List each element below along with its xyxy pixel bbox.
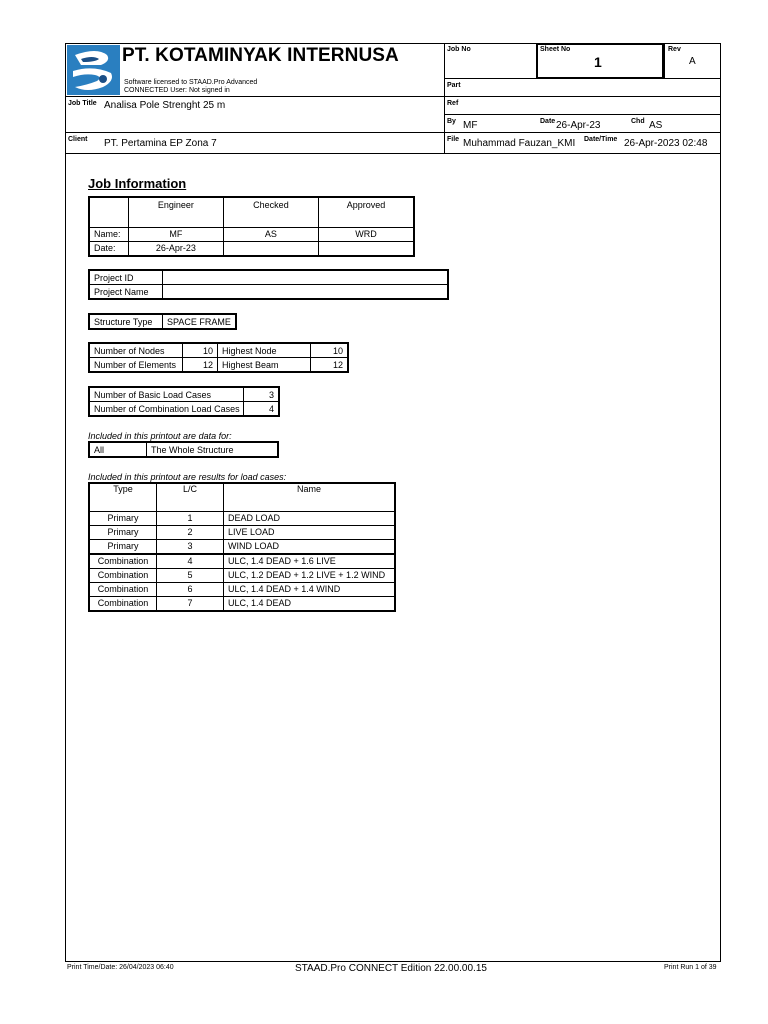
elements-value: 12 <box>183 358 218 373</box>
job-info-table <box>88 196 415 257</box>
table-row <box>89 596 395 611</box>
rev-label: Rev <box>668 46 681 53</box>
job-title-label: Job Title <box>68 100 97 107</box>
sheet-right-rule <box>664 43 665 79</box>
included-data-caption: Included in this printout are data for: <box>88 431 232 441</box>
row-name: ULC, 1.4 DEAD + 1.6 LIVE <box>224 554 396 569</box>
table-row <box>89 568 395 582</box>
header-bottom-rule <box>65 153 721 154</box>
date-label: Date <box>540 118 556 125</box>
structure-table <box>88 313 237 330</box>
chd-value: AS <box>649 120 663 131</box>
header-jobtitle-rule <box>65 96 445 97</box>
footer-print-run: Print Run 1 of 39 <box>664 964 717 971</box>
checked-date <box>223 241 318 256</box>
license-line-2: CONNECTED User: Not signed in <box>124 87 230 94</box>
row-type: Combination <box>89 596 157 611</box>
name-row-label: Name: <box>89 227 128 241</box>
datetime-label: Date/Time <box>584 136 618 143</box>
sheet-no-label: Sheet No <box>540 46 571 53</box>
row-lc: 1 <box>157 511 224 525</box>
engineer-name: MF <box>128 227 223 241</box>
row-lc: 6 <box>157 582 224 596</box>
type-header: Type <box>89 483 157 511</box>
combo-load-label: Number of Combination Load Cases <box>89 402 244 417</box>
project-name-label: Project Name <box>89 285 163 300</box>
project-name-value <box>163 285 449 300</box>
included-results-caption: Included in this printout are results for load cases: <box>88 472 287 482</box>
file-value: Muhammad Fauzan_KMI <box>463 138 576 149</box>
basic-load-value: 3 <box>244 387 280 402</box>
footer-print-time: Print Time/Date: 26/04/2023 06:40 <box>67 964 174 971</box>
row-lc: 4 <box>157 554 224 569</box>
date-row-label: Date: <box>89 241 128 256</box>
table-row <box>89 554 395 569</box>
row-name: LIVE LOAD <box>224 525 396 539</box>
highest-node-value: 10 <box>311 343 349 358</box>
row-name: DEAD LOAD <box>224 511 396 525</box>
header-ref-rule <box>444 96 721 97</box>
header-vertical-rule <box>444 43 445 153</box>
row-lc: 5 <box>157 568 224 582</box>
table-row <box>89 582 395 596</box>
client-label: Client <box>68 136 88 143</box>
by-value: MF <box>463 120 478 131</box>
ref-label: Ref <box>447 100 459 107</box>
basic-load-label: Number of Basic Load Cases <box>89 387 244 402</box>
by-label: By <box>447 118 456 125</box>
highest-node-label: Highest Node <box>218 343 311 358</box>
chd-label: Chd <box>631 118 645 125</box>
approved-date <box>318 241 414 256</box>
date-value: 26-Apr-23 <box>556 120 601 131</box>
job-title-value: Analisa Pole Strenght 25 m <box>104 100 226 111</box>
approved-name: WRD <box>318 227 414 241</box>
highest-beam-value: 12 <box>311 358 349 373</box>
load-cases-table <box>88 482 396 612</box>
approved-header: Approved <box>318 197 414 227</box>
sheet-no-value: 1 <box>594 54 602 70</box>
section-title: Job Information <box>88 176 187 191</box>
table-row <box>89 539 395 554</box>
engineer-date: 26-Apr-23 <box>128 241 223 256</box>
footer-edition: STAAD.Pro CONNECT Edition 22.00.00.15 <box>295 963 487 974</box>
structure-type-label: Structure Type <box>89 314 163 329</box>
row-lc: 7 <box>157 596 224 611</box>
highest-beam-label: Highest Beam <box>218 358 311 373</box>
row-lc: 3 <box>157 539 224 554</box>
checked-header: Checked <box>223 197 318 227</box>
load-count-table <box>88 386 280 417</box>
row-name: ULC, 1.2 DEAD + 1.2 LIVE + 1.2 WIND <box>224 568 396 582</box>
row-name: ULC, 1.4 DEAD + 1.4 WIND <box>224 582 396 596</box>
nodes-label: Number of Nodes <box>89 343 183 358</box>
row-type: Combination <box>89 582 157 596</box>
file-label: File <box>447 136 460 143</box>
part-label: Part <box>447 82 461 89</box>
engineer-header: Engineer <box>128 197 223 227</box>
company-logo-icon <box>67 45 120 95</box>
row-type: Primary <box>89 511 157 525</box>
row-type: Combination <box>89 554 157 569</box>
row-type: Primary <box>89 525 157 539</box>
row-name: WIND LOAD <box>224 539 396 554</box>
row-type: Combination <box>89 568 157 582</box>
project-id-label: Project ID <box>89 270 163 285</box>
included-scope: All <box>89 442 147 457</box>
name-header: Name <box>224 483 396 511</box>
structure-type-value: SPACE FRAME <box>163 314 237 329</box>
project-id-value <box>163 270 449 285</box>
nodes-value: 10 <box>183 343 218 358</box>
combo-load-value: 4 <box>244 402 280 417</box>
header-by-rule <box>444 114 721 115</box>
header-client-rule <box>65 132 721 133</box>
table-row <box>89 511 395 525</box>
checked-name: AS <box>223 227 318 241</box>
table-row <box>89 525 395 539</box>
rev-value: A <box>689 56 696 67</box>
company-name: PT. KOTAMINYAK INTERNUSA <box>122 45 399 66</box>
datetime-value: 26-Apr-2023 02:48 <box>624 138 708 149</box>
job-no-label: Job No <box>447 46 471 53</box>
included-data-table <box>88 441 279 458</box>
row-lc: 2 <box>157 525 224 539</box>
lc-header: L/C <box>157 483 224 511</box>
job-info-corner <box>89 197 128 227</box>
license-line-1: Software licensed to STAAD.Pro Advanced <box>124 79 258 86</box>
project-table <box>88 269 449 300</box>
row-name: ULC, 1.4 DEAD <box>224 596 396 611</box>
client-value: PT. Pertamina EP Zona 7 <box>104 138 217 149</box>
counts-table <box>88 342 349 373</box>
row-type: Primary <box>89 539 157 554</box>
elements-label: Number of Elements <box>89 358 183 373</box>
included-description: The Whole Structure <box>147 442 279 457</box>
